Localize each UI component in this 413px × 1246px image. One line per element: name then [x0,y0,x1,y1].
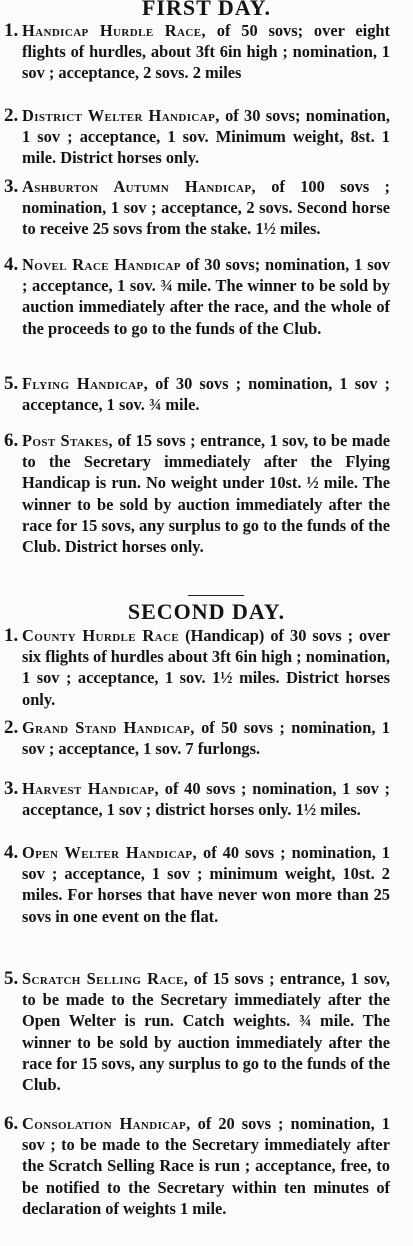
race-details: of 15 sovs ; entrance, 1 sov, to be made to the Secretary immediately after the Open Welter is run. Catch weights. ¾ mile. The winner to be sold by auction immediately after the race for 15 sovs, any surplus to go to the funds of the Club. [22,969,390,1095]
race-number: 4. [4,842,19,863]
race-name: County Hurdle Race [22,626,180,645]
race-number: 6. [4,430,19,451]
race-details: of 30 sovs; nomination, 1 sov ; acceptance, 1 sov. Minimum weight, 8st. 1 mile. District horses only. [22,106,390,168]
race-name: District Welter Handicap, [22,106,220,125]
race-text [22,254,390,339]
race-number: 5. [4,373,19,394]
race-name: Grand Stand Handicap, [22,718,195,737]
second-day-heading: SECOND DAY. [127,599,286,624]
race-number: 3. [4,176,19,197]
race-number: 1. [4,20,19,41]
race-text [22,717,390,759]
race-name: Scratch Selling Race, [22,969,189,988]
race-number: 3. [4,778,19,799]
race-number: 2. [4,717,19,738]
race-details: of 20 sovs ; nomination, 1 sov ; to be made to the Secretary immediately after the Scratch Selling Race is run ; acceptance, free, to be notified to the Secretary within ten minutes of declaration of weights 1 mile. [22,1114,390,1218]
race-details: of 100 sovs ; nomination, 1 sov ; acceptance, 2 sovs. Second horse to receive 25 sovs from the stake. 1½ miles. [22,177,390,239]
race-number: 6. [4,1113,19,1134]
race-details: of 40 sovs ; nomination, 1 sov ; acceptance, 1 sov ; district horses only. 1½ miles. [22,779,391,820]
race-text [22,20,390,84]
race-text [22,176,390,240]
race-details: (Handicap) of 30 sovs ; over six flights of hurdles about 3ft 6in high ; nomination, 1 sov ; acceptance, 1 sov. 1½ miles. District horses only. [22,626,390,709]
race-number: 2. [4,105,19,126]
race-text [22,430,390,557]
race-text [22,778,390,820]
race-name: Consolation Handicap, [22,1114,191,1133]
race-number: 4. [4,254,19,275]
race-text [22,373,390,415]
first-day-heading: FIRST DAY. [141,0,272,20]
race-text [22,105,390,169]
race-name: Ashburton Autumn Handicap, [22,177,257,196]
race-name: Harvest Handicap, [22,779,160,798]
section-divider [188,595,244,596]
race-name: Flying Handicap, [22,374,149,393]
race-text [22,968,390,1095]
race-text [22,842,390,927]
race-name: Novel Race Handicap [22,255,181,274]
race-text [22,1113,390,1219]
race-details: of 50 sovs ; nomination, 1 sov ; acceptance, 1 sov. 7 furlongs. [22,718,391,759]
race-name: Open Welter Handicap, [22,843,198,862]
race-name: Post Stakes, [22,431,113,450]
race-number: 5. [4,968,19,989]
race-details: of 50 sovs; over eight flights of hurdles, about 3ft 6in high ; nomination, 1 sov ; acceptance, 2 sovs. 2 miles [22,21,390,83]
race-number: 1. [4,625,19,646]
race-details: of 30 sovs; nomination, 1 sov ; acceptance, 1 sov. ¾ mile. The winner to be sold by auction immediately after the race, and the whole of the proceeds to go to the funds of the Club. [22,255,390,338]
race-details: of 40 sovs ; nomination, 1 sov ; acceptance, 1 sov ; minimum weight, 10st. 2 miles. For horses that have never won more than 25 sovs in one event on the flat. [22,843,390,926]
race-text [22,625,390,710]
race-details: of 30 sovs ; nomination, 1 sov ; acceptance, 1 sov. ¾ mile. [22,374,390,415]
race-name: Handicap Hurdle Race, [22,21,206,40]
race-details: of 15 sovs ; entrance, 1 sov, to be made to the Secretary immediately after the Flying Handicap is run. No weight under 10st. ½ mile. The winner to be sold by auction immediately after the race for 15 sovs, any surplus to go to the funds of the Club. District horses only. [22,431,390,557]
